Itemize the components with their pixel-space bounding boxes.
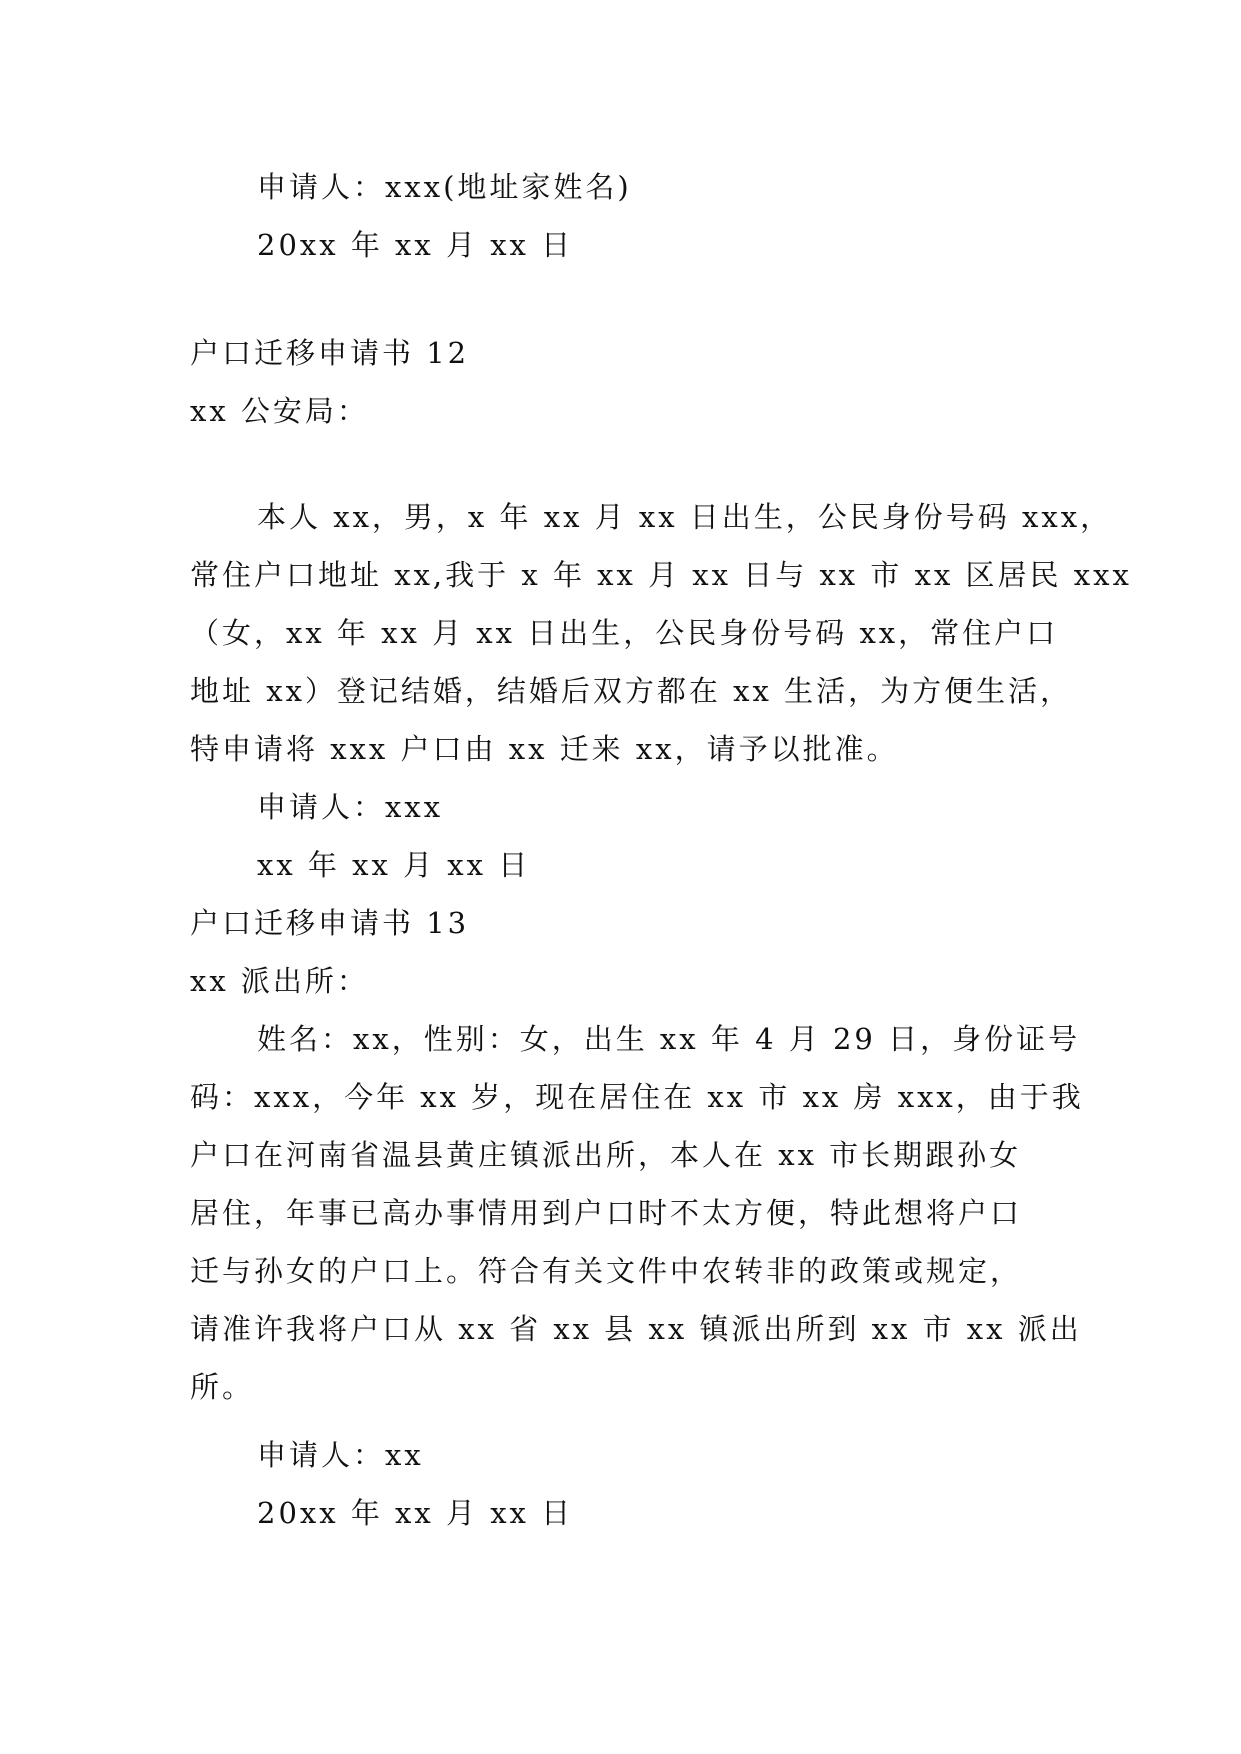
applicant-line: 申请人：xxx(地址家姓名) [257, 170, 632, 204]
body-line: 请准许我将户口从 xx 省 xx 县 xx 镇派出所到 xx 市 xx 派出 [190, 1312, 1082, 1346]
letter-title: 户口迁移申请书 13 [190, 906, 470, 940]
signature-block [190, 158, 1070, 274]
body-line: 本人 xx，男，x 年 xx 月 xx 日出生，公民身份号码 xxx， [257, 500, 1113, 534]
body-line: 码：xxx，今年 xx 岁，现在居住在 xx 市 xx 房 xxx，由于我 [190, 1080, 1084, 1114]
letter-body [190, 1010, 1084, 1416]
date-line: xx 年 xx 月 xx 日 [257, 848, 531, 882]
document-content [190, 158, 1132, 1542]
body-line: 户口在河南省温县黄庄镇派出所，本人在 xx 市长期跟孙女 [190, 1138, 1022, 1172]
date-line: 20xx 年 xx 月 xx 日 [257, 228, 574, 262]
body-line: 姓名：xx，性别：女，出生 xx 年 4 月 29 日，身份证号 [257, 1022, 1081, 1056]
body-line: （女，xx 年 xx 月 xx 日出生，公民身份号码 xx，常住户口 [190, 616, 1059, 650]
letter-addressee: xx 公安局： [190, 394, 369, 428]
body-line: 所。 [190, 1370, 255, 1404]
applicant-line: 申请人：xx [257, 1438, 424, 1472]
body-line: 迁与孙女的户口上。符合有关文件中农转非的政策或规定， [190, 1254, 1023, 1288]
letter-addressee: xx 派出所： [190, 964, 369, 998]
letter-body [190, 488, 1132, 778]
body-line: 地址 xx）登记结婚，结婚后双方都在 xx 生活，为方便生活， [190, 674, 1073, 708]
body-line: 常住户口地址 xx,我于 x 年 xx 月 xx 日与 xx 市 xx 区居民 xxx [190, 558, 1132, 592]
applicant-line: 申请人：xxx [257, 790, 444, 824]
signature-block [190, 778, 1070, 894]
letter-title: 户口迁移申请书 12 [190, 336, 470, 370]
letter-13 [190, 894, 1084, 1542]
date-line: 20xx 年 xx 月 xx 日 [257, 1496, 574, 1530]
body-line: 特申请将 xxx 户口由 xx 迁来 xx，请予以批准。 [190, 732, 899, 766]
letter-12 [190, 324, 1132, 894]
body-line: 居住，年事已高办事情用到户口时不太方便，特此想将户口 [190, 1196, 1023, 1230]
signature-block [190, 1426, 1070, 1542]
